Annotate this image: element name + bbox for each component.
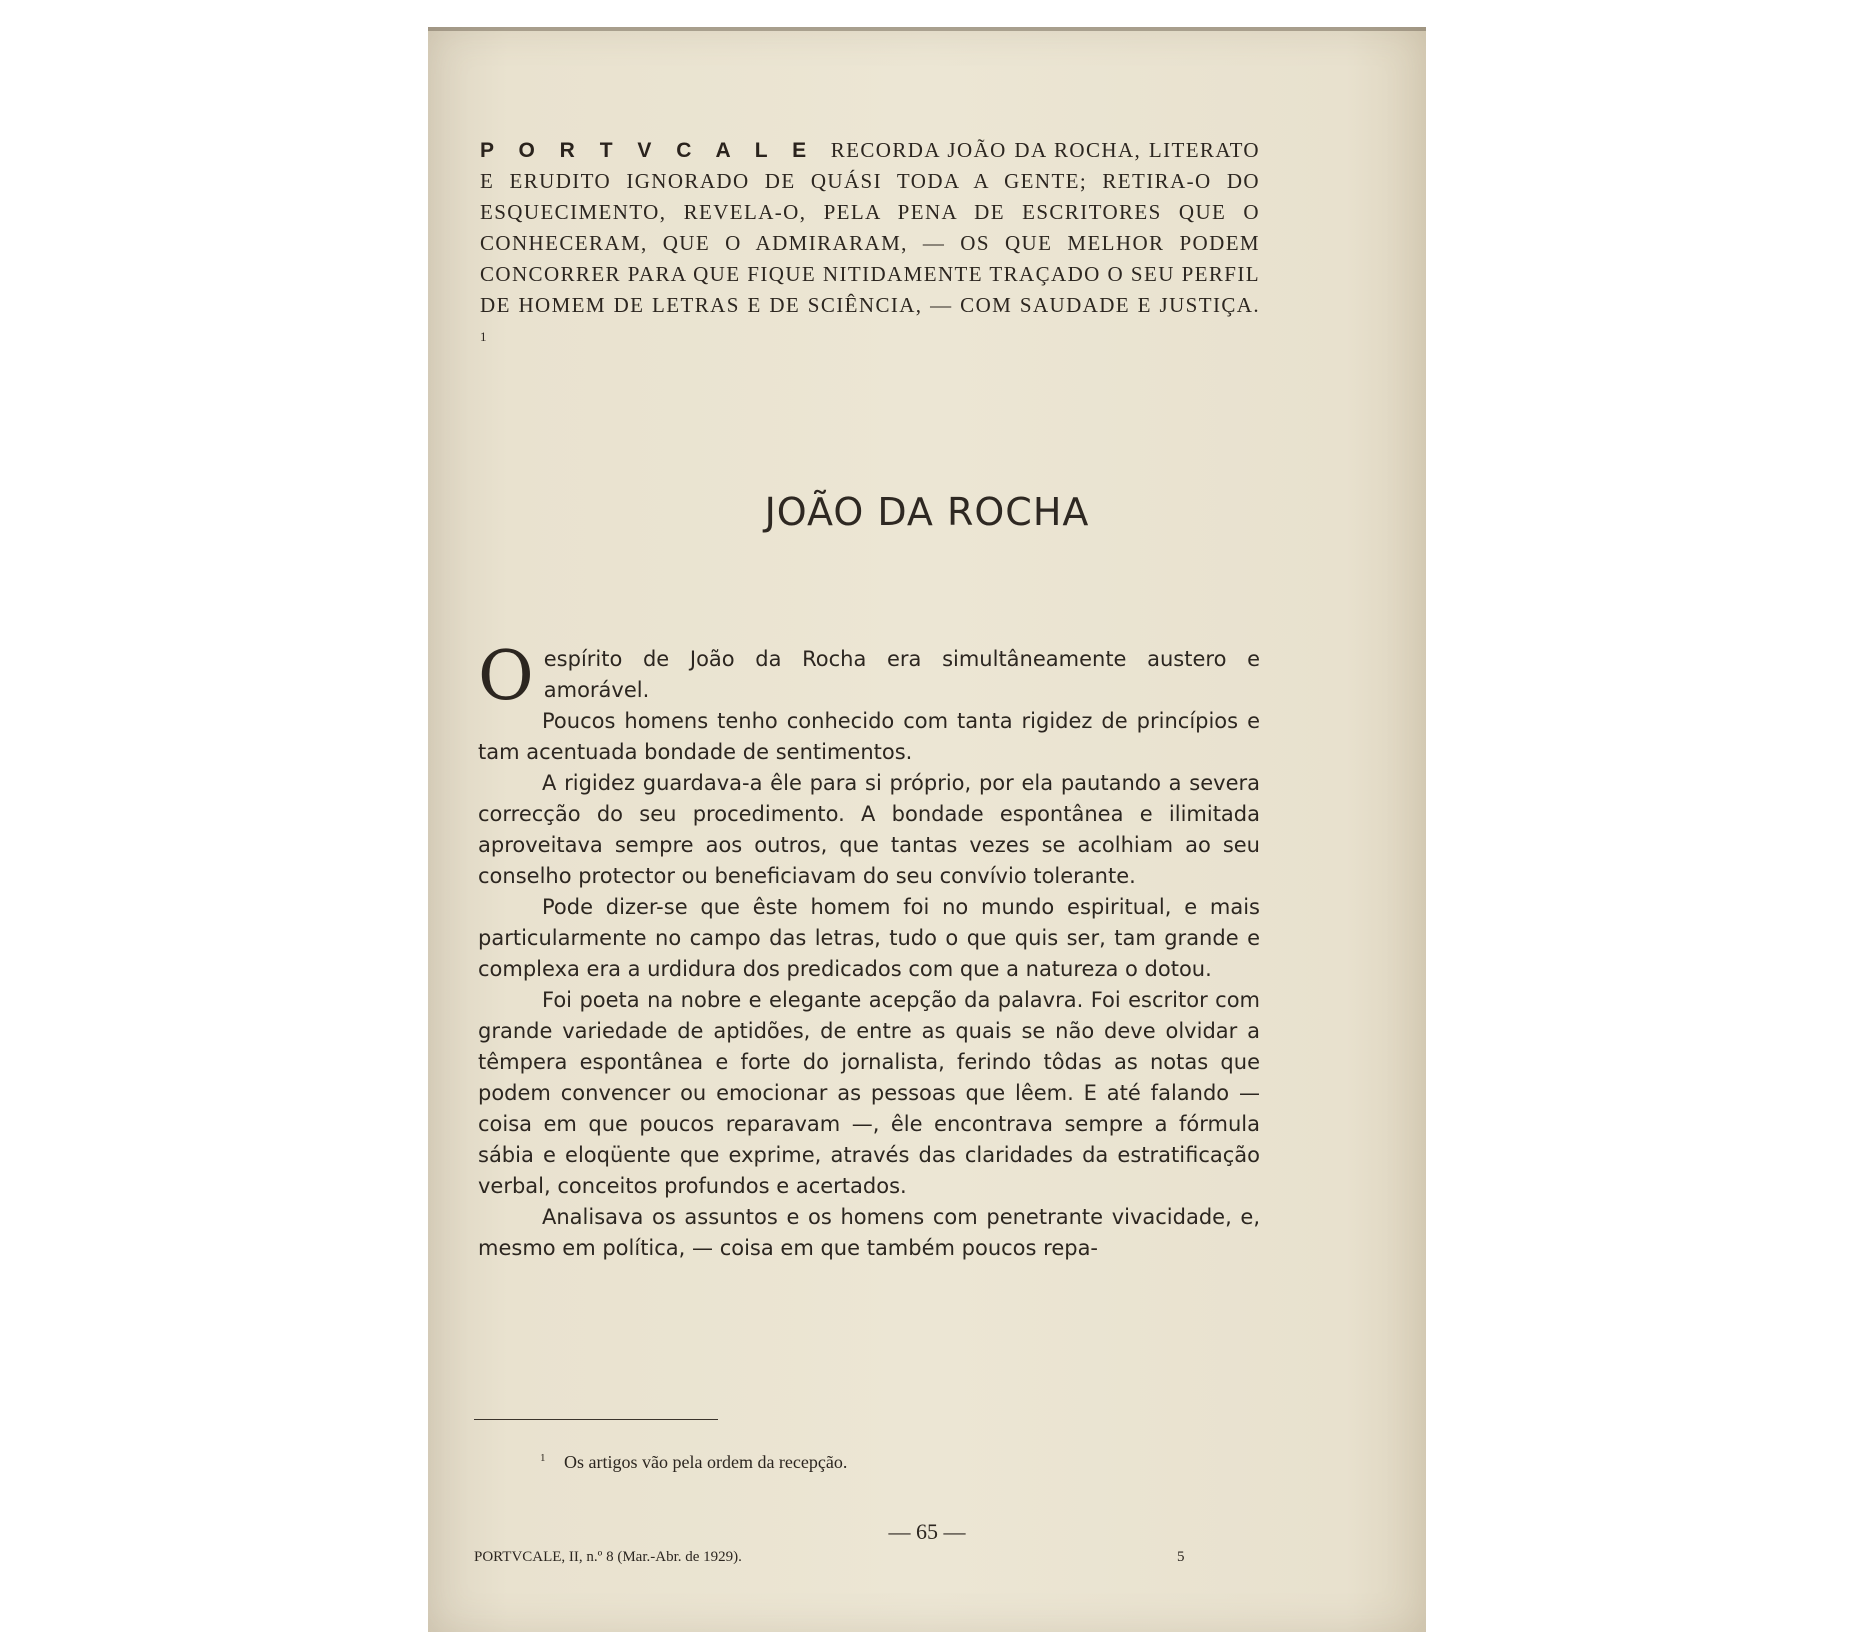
body-paragraph	[478, 637, 1260, 716]
journal-brand: P O R T V C A L E	[480, 139, 816, 162]
journal-citation: PORTVCALE, II, n.º 8 (Mar.-Abr. de 1929).	[474, 1549, 742, 1565]
body-paragraph: Analisava os assuntos e os homens com penetrante vivacidade, e, mesmo em política, — coisa em que também poucos repa-	[478, 1205, 1260, 1260]
footnote	[540, 1452, 847, 1473]
body-paragraph: A rigidez guardava-a êle para si próprio, por ela pautando a severa correcção do seu procedimento. A bondade espontânea e ilimitada aproveitava sempre aos outros, que tantas vezes se acolhiam ao seu conselho protector ou beneficiavam do seu convívio tolerante.	[478, 771, 1260, 888]
article-body	[478, 637, 1260, 1264]
drop-cap: O	[478, 637, 534, 716]
body-paragraph: Pode dizer-se que êste homem foi no mundo espiritual, e mais particularmente no campo das letras, tudo o que quis ser, tam grande e complexa era a urdidura dos predicados com que a natureza o dotou.	[478, 895, 1260, 981]
signature-mark: 5	[1177, 1549, 1185, 1565]
footnote-divider	[474, 1419, 718, 1420]
intro-text: RECORDA JOÃO DA ROCHA, LITERATO E ERUDITO IGNORADO DE QUÁSI TODA A GENTE; RETIRA-O DO ESQUECIMENTO, REVELA-O, PELA PENA DE ESCRITORES QUE O CONHECERAM, QUE O ADMIRARAM, — OS QUE MELHOR PODEM CONCORRER PARA QUE FIQUE NITIDAMENTE TRAÇADO O SEU PERFIL DE HOMEM DE LETRAS E DE SCIÊNCIA, — COM SAUDADE E JUSTIÇA.	[480, 138, 1260, 317]
article-title: JOÃO DA ROCHA	[764, 490, 1090, 534]
body-paragraph-text: espírito de João da Rocha era simultâneamente austero e amorável.	[543, 647, 1260, 702]
footnote-number: 1	[540, 1452, 546, 1464]
book-page	[428, 27, 1426, 1632]
intro-footnote-ref: 1	[480, 329, 488, 344]
page-number: — 65 —	[888, 1519, 966, 1544]
body-paragraph: Poucos homens tenho conhecido com tanta rigidez de princípios e tam acentuada bondade de sentimentos.	[478, 709, 1260, 764]
intro-paragraph	[480, 135, 1260, 358]
footnote-text: Os artigos vão pela ordem da recepção.	[564, 1452, 848, 1472]
body-paragraph: Foi poeta na nobre e elegante acepção da palavra. Foi escritor com grande variedade de aptidões, de entre as quais se não deve olvidar a têmpera espontânea e forte do jornalista, ferindo tôdas as notas que podem convencer ou emocionar as pessoas que lêem. E até falando — coisa em que poucos reparavam —, êle encontrava sempre a fórmula sábia e eloqüente que exprime, através das claridades da estratificação verbal, conceitos profundos e acertados.	[478, 988, 1260, 1198]
